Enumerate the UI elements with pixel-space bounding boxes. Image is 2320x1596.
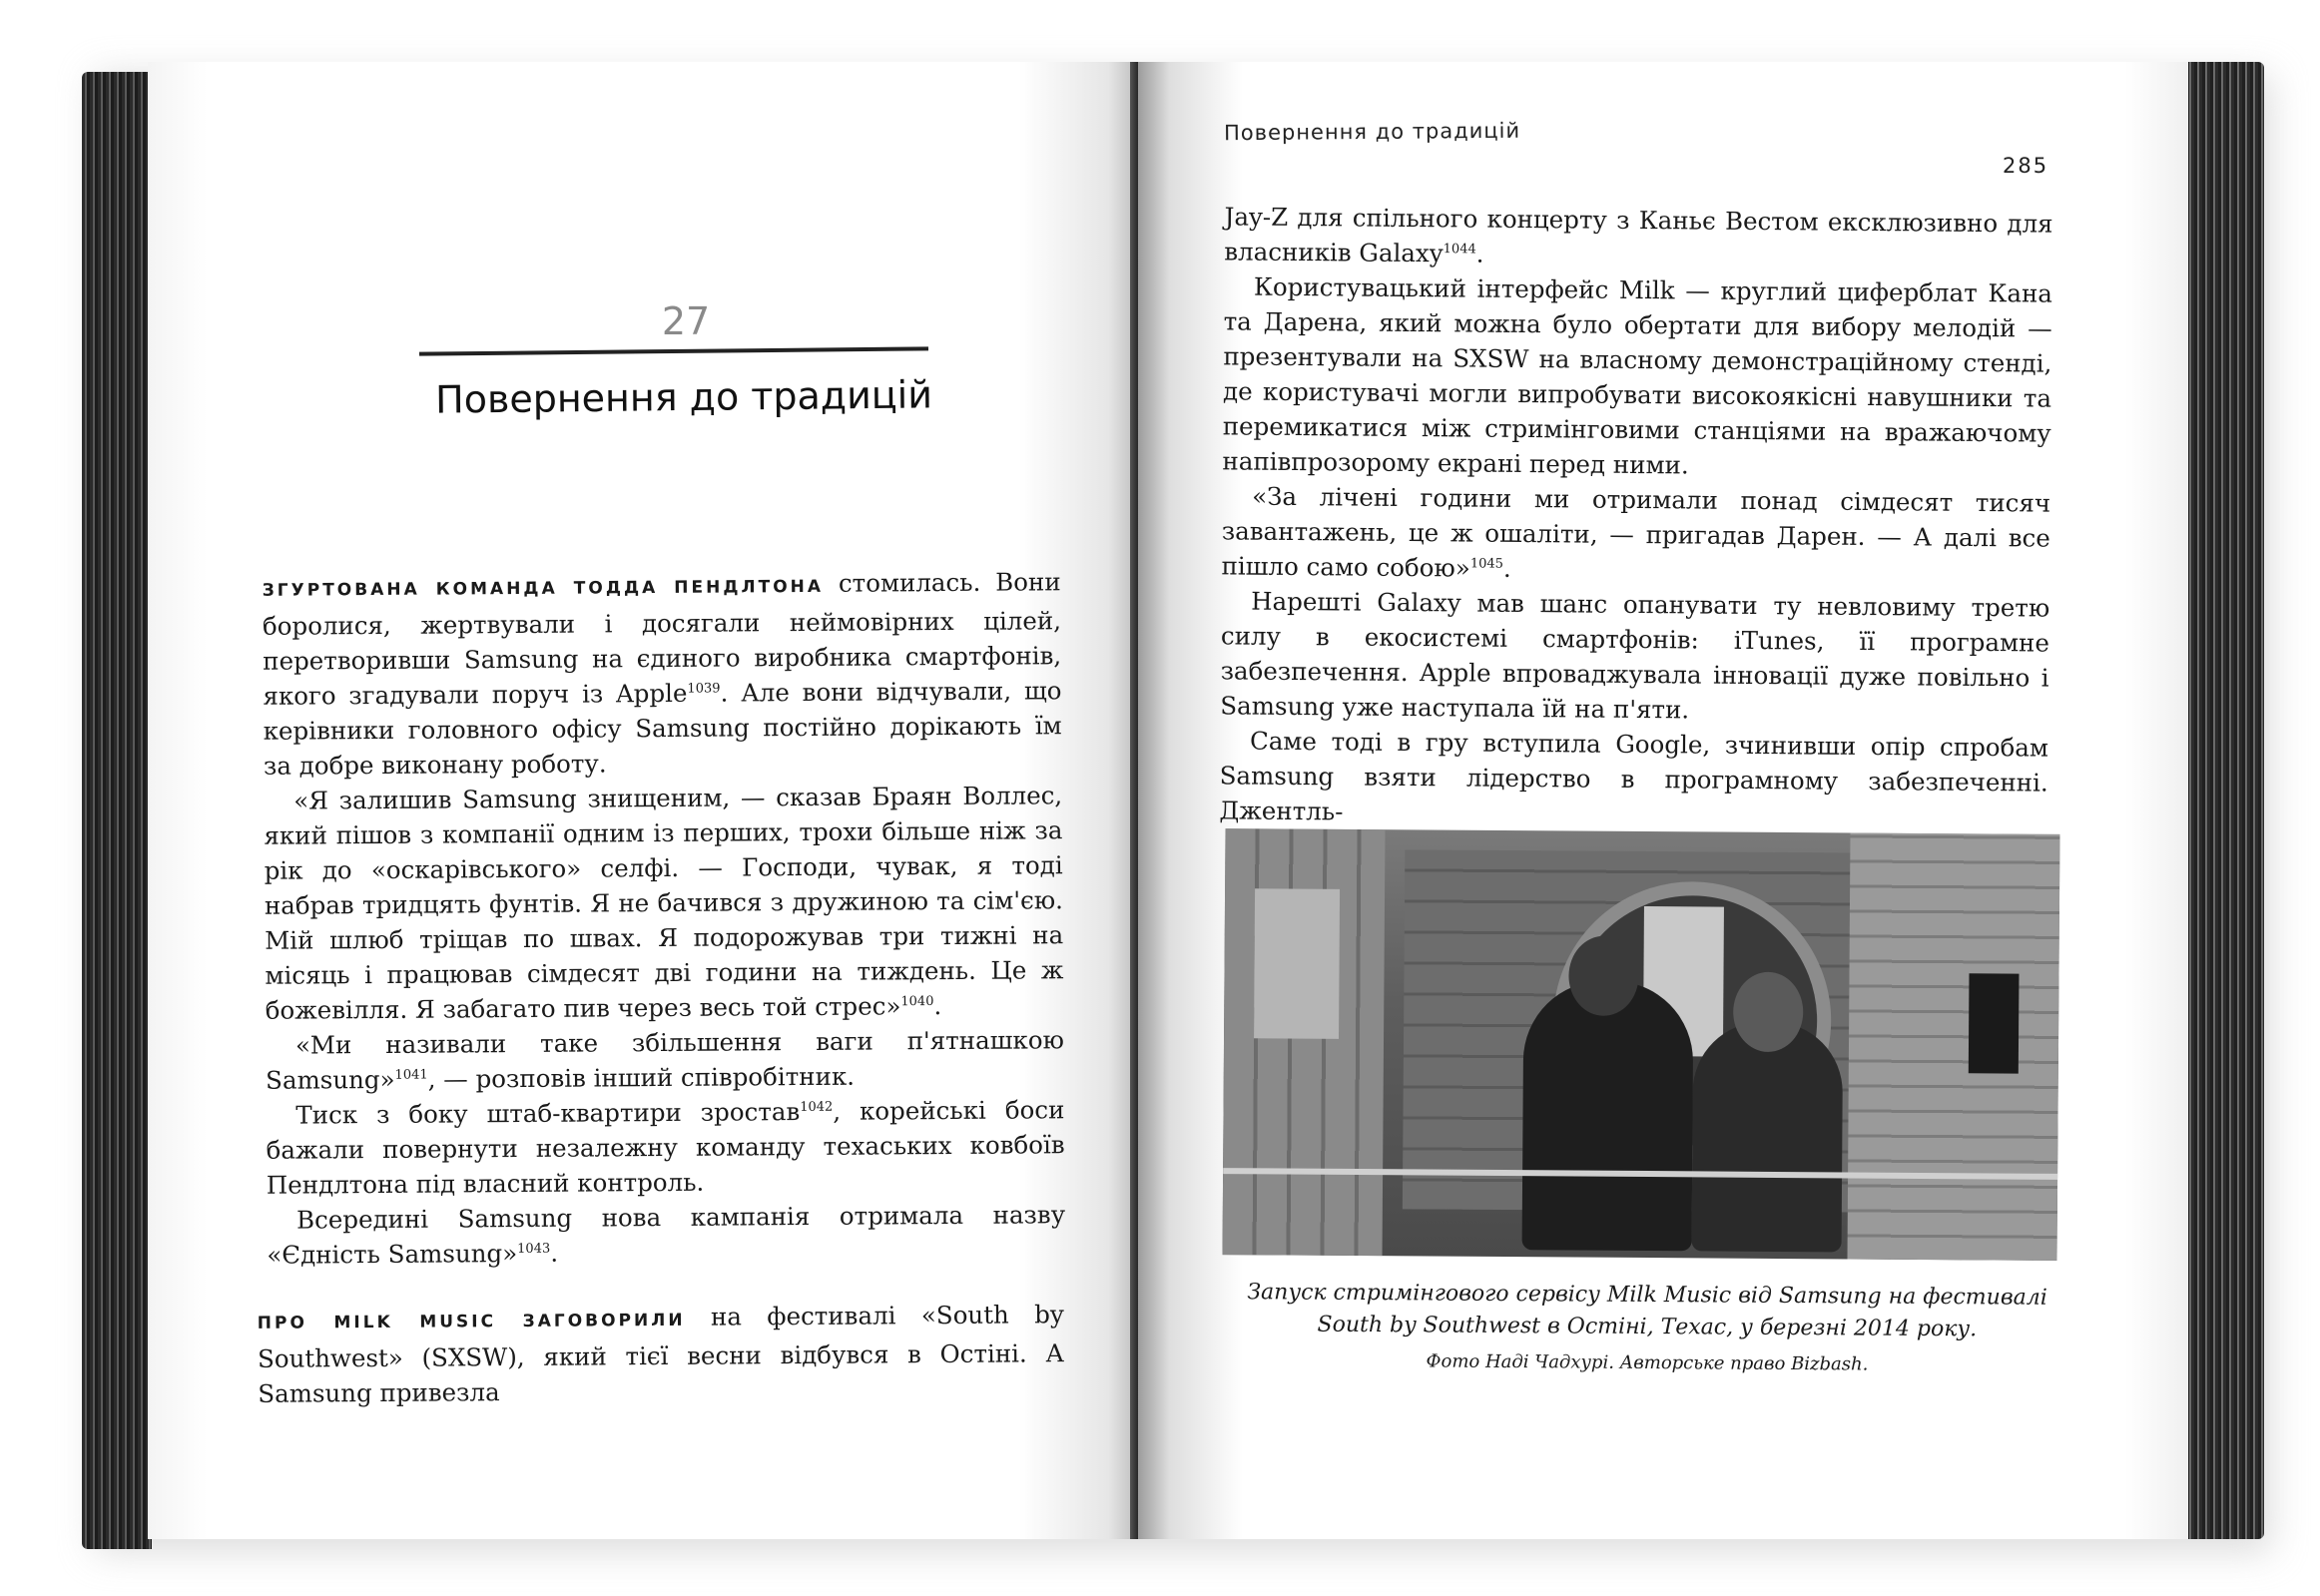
paragraph: Саме тоді в гру вступила Google, зчинивши опір спробам Samsung взяти лідерство в програмному забезпеченні. Джентль- — [1219, 726, 2049, 826]
footnote-ref: 1045 — [1469, 556, 1504, 572]
paragraph: Jay-Z для спільного концерту з Каньє Вестом ексклюзивно для власників Galaxy$^{1044}$. — [1224, 202, 2053, 268]
paragraph: Користувацький інтерфейс Milk — круглий циферблат Кана та Дарена, який можна було обертати для вибору мелодій — презентували на SXSW на власному демонстраційному стенді, де користувачі могли випробувати високоякісні навушники та перемикатися між стримінговими станціями на вражаючому напівпрозорому екрані перед ними. — [1222, 271, 2053, 480]
photo-person-1-head — [1568, 935, 1639, 1015]
left-page-stack — [82, 72, 152, 1549]
left-section-1 — [263, 564, 1066, 1273]
chapter-number: 27 — [661, 299, 711, 343]
photo-wall-right — [1848, 832, 2060, 1260]
paragraph: Тиск з боку штаб-квартири зростав$^{1042}$, корейські боси бажали повернути незалежну команду техаських ковбоїв Пендлтона під власний контроль. — [266, 1095, 1065, 1200]
photo-poster — [1254, 888, 1340, 1039]
photo-sign — [1969, 973, 2020, 1073]
photo-caption: Запуск стримінгового сервісу Milk Music від Samsung на фестивалі South by Southwest в Остіні, Техас, у березні 2014 року. — [1247, 1280, 2047, 1342]
paragraph: «За лічені години ми отримали понад сімдесят тисяч завантажень, це ж ошаліти, — пригадав Дарен. — А далі все пішло само собою»$^{1045}$. — [1221, 481, 2051, 583]
right-body-text — [1219, 199, 2052, 834]
footnote-ref: 1042 — [800, 1099, 834, 1115]
page-number: 285 — [2003, 154, 2049, 178]
right-page-stack — [2186, 62, 2264, 1539]
photo-person-1 — [1522, 980, 1694, 1251]
lead-caps: ЗГУРТОВАНА КОМАНДА ТОДДА ПЕНДЛТОНА — [262, 576, 825, 601]
footnote-ref: 1043 — [517, 1241, 551, 1257]
paragraph: «Я залишив Samsung знищеним, — сказав Браян Воллес, який пішов з компанії одним із перших, трохи більше ніж за рік до «оскарівського» селфі. — Господи, чувак, я тоді набрав тридцять фунтів. Я не бачився з дружиною та сім'єю. Мій шлюб тріщав по швах. Я подорожував три тижні на місяць і працював сімдесят дві години на тиждень. Це ж божевілля. Я забагато пив через весь той стрес»$^{1040}$. — [264, 781, 1064, 1025]
running-head: Повернення до традицій — [1223, 118, 1521, 146]
photo-credit: Фото Наді Чадхурі. Авторське право Bizbash. — [1426, 1350, 1869, 1375]
lead-caps: ПРО MILK MUSIC ЗАГОВОРИЛИ — [257, 1310, 686, 1333]
footnote-ref: 1040 — [900, 993, 934, 1010]
paragraph: Всередині Samsung нова кампанія отримала назву «Єдність Samsung»$^{1043}$. — [267, 1200, 1066, 1270]
photo-person-2-head — [1733, 972, 1804, 1052]
paragraph: «Ми називали таке збільшення ваги п'ятнашкою Samsung»$^{1041}$, — розповів інший співробітник. — [266, 1025, 1064, 1095]
left-section-2 — [258, 1297, 1065, 1411]
footnote-ref: 1041 — [394, 1067, 428, 1083]
chapter-title: Повернення до традицій — [434, 372, 933, 422]
paragraph: ПРО MILK MUSIC ЗАГОВОРИЛИ на фестивалі «South by Southwest» (SXSW), який тієї весни відбувся в Остіні. А Samsung привезла — [257, 1300, 1065, 1408]
event-photo — [1223, 828, 2060, 1261]
footnote-ref: 1044 — [1443, 242, 1476, 258]
footnote-ref: 1039 — [687, 681, 721, 697]
paragraph: Нарешті Galaxy мав шанс опанувати ту невловиму третю силу в екосистемі смартфонів: iTunes, її програмне забезпечення. Apple впроваджувала інновації дуже повільно і Samsung уже наступала їй на п'яти. — [1220, 586, 2050, 725]
paragraph: ЗГУРТОВАНА КОМАНДА ТОДДА ПЕНДЛТОНА стомилась. Вони боролися, жертвували і досягали неймовірних цілей, перетворивши Samsung на єдиного виробника смартфонів, якого згадували поруч із Apple$^{1039}$. Але вони відчували, що керівники головного офісу Samsung постійно дорікають їм за добре виконану роботу. — [262, 567, 1062, 781]
photo-person-2 — [1692, 1021, 1844, 1252]
